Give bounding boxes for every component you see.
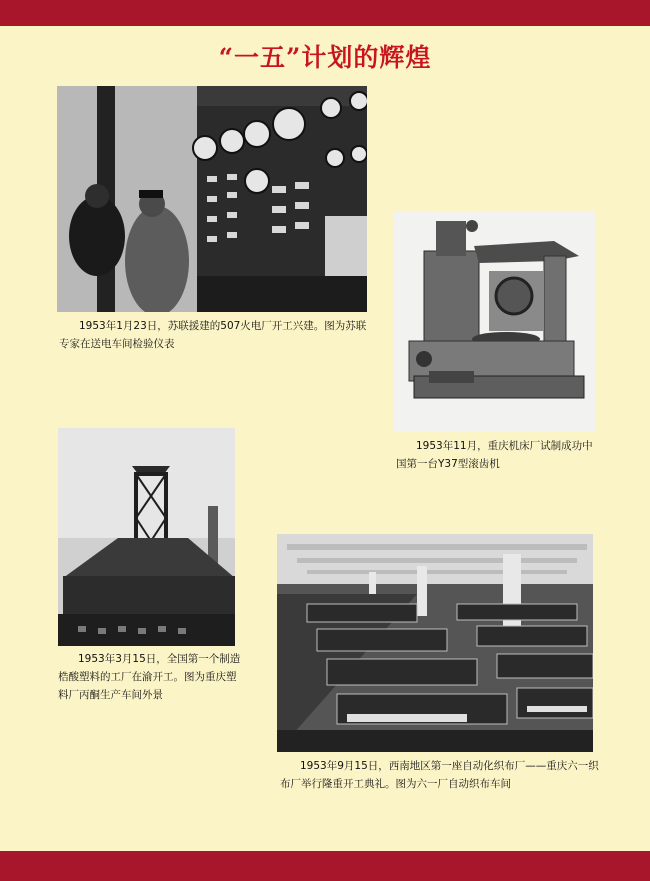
caption-gear-machine: 1953年11月，重庆机床厂试制成功中国第一台Y37型滚齿机 xyxy=(396,440,593,470)
photo-power-plant-panel xyxy=(57,86,367,312)
photo-gear-hobbing-machine xyxy=(394,211,595,432)
top-band xyxy=(0,0,650,26)
photo-weaving-workshop xyxy=(277,534,593,752)
page-title: “一五”计划的辉煌 xyxy=(218,43,432,72)
caption-power-plant: 1953年1月23日，苏联援建的507火电厂开工兴建。图为苏联专家在送电车间检验仪表 xyxy=(59,320,367,350)
caption-plastics-factory: 1953年3月15日，全国第一个制造梏酸塑料的工厂在渝开工。图为重庆塑料厂丙酮生产车间外景 xyxy=(58,653,241,701)
caption-weaving-workshop: 1953年9月15日，西南地区第一座自动化织布厂——重庆六一织布厂举行隆重开工典礼。图为六一厂自动织布车间 xyxy=(280,760,599,790)
bottom-band xyxy=(0,851,650,881)
photo-plastics-factory xyxy=(58,428,235,646)
